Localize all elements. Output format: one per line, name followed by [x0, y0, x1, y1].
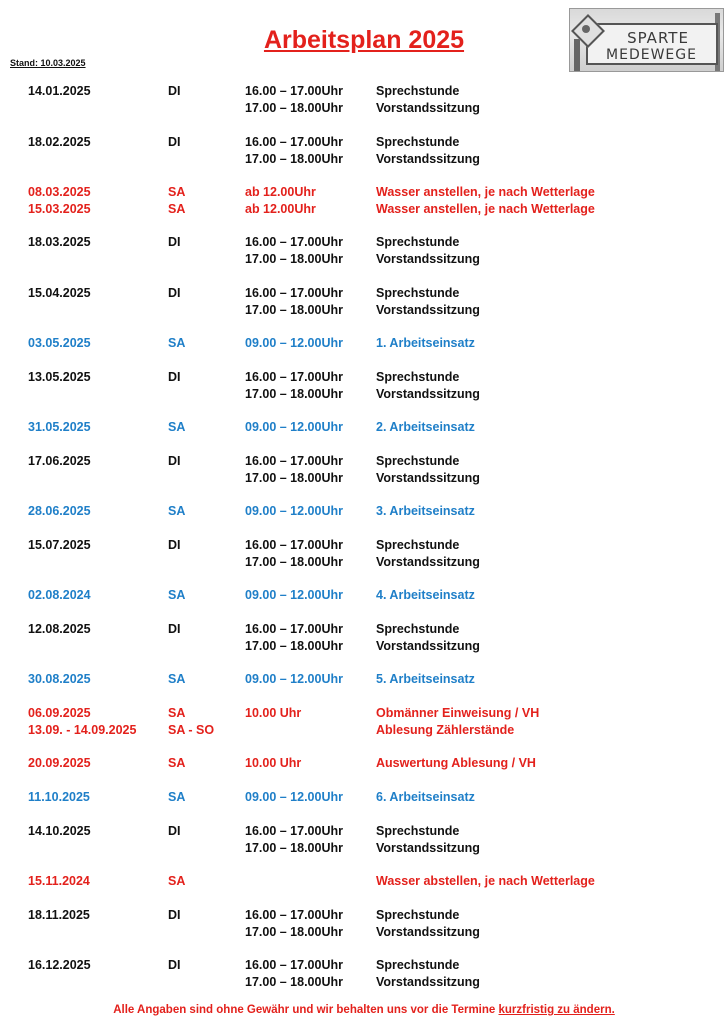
row-day: SA - SO — [168, 723, 215, 737]
row-description: Sprechstunde — [376, 908, 460, 922]
row-day: SA — [168, 756, 186, 770]
schedule-row — [0, 454, 728, 471]
row-date: 02.08.2024 — [28, 588, 91, 602]
row-day: SA — [168, 202, 186, 216]
row-description: Vorstandssitzung — [376, 152, 480, 166]
row-description: Sprechstunde — [376, 958, 460, 972]
schedule-row — [0, 555, 728, 572]
row-description: Obmänner Einweisung / VH — [376, 706, 540, 720]
schedule-row — [0, 622, 728, 639]
row-day: DI — [168, 370, 181, 384]
row-day: DI — [168, 538, 181, 552]
row-time: 16.00 – 17.00Uhr — [245, 235, 343, 249]
schedule-row — [0, 588, 728, 605]
row-description: Sprechstunde — [376, 824, 460, 838]
row-time: 17.00 – 18.00Uhr — [245, 841, 343, 855]
schedule-row — [0, 286, 728, 303]
row-time: 17.00 – 18.00Uhr — [245, 101, 343, 115]
disclaimer-underlined: kurzfristig zu ändern. — [498, 1004, 615, 1016]
row-day: SA — [168, 588, 186, 602]
row-time: 16.00 – 17.00Uhr — [245, 538, 343, 552]
row-date: 15.04.2025 — [28, 286, 91, 300]
row-time: 17.00 – 18.00Uhr — [245, 975, 343, 989]
row-day: DI — [168, 908, 181, 922]
row-time: 17.00 – 18.00Uhr — [245, 387, 343, 401]
row-description: Sprechstunde — [376, 538, 460, 552]
row-time: 16.00 – 17.00Uhr — [245, 454, 343, 468]
row-date: 12.08.2025 — [28, 622, 91, 636]
row-day: SA — [168, 420, 186, 434]
row-day: SA — [168, 874, 186, 888]
row-date: 28.06.2025 — [28, 504, 91, 518]
row-date: 17.06.2025 — [28, 454, 91, 468]
schedule-row — [0, 202, 728, 219]
row-description: Sprechstunde — [376, 235, 460, 249]
row-description: Sprechstunde — [376, 286, 460, 300]
row-time: 16.00 – 17.00Uhr — [245, 908, 343, 922]
row-description: Vorstandssitzung — [376, 925, 480, 939]
row-description: Auswertung Ablesung / VH — [376, 756, 536, 770]
schedule-row — [0, 135, 728, 152]
row-description: Sprechstunde — [376, 622, 460, 636]
row-day: SA — [168, 706, 186, 720]
schedule-row — [0, 420, 728, 437]
sparte-medewege-logo — [569, 8, 724, 72]
row-time: 09.00 – 12.00Uhr — [245, 588, 343, 602]
row-time: 16.00 – 17.00Uhr — [245, 958, 343, 972]
schedule-row — [0, 152, 728, 169]
schedule-row — [0, 958, 728, 975]
row-day: SA — [168, 672, 186, 686]
row-description: Vorstandssitzung — [376, 252, 480, 266]
row-time: 09.00 – 12.00Uhr — [245, 504, 343, 518]
row-date: 15.11.2024 — [28, 874, 90, 888]
row-day: SA — [168, 185, 186, 199]
row-date: 03.05.2025 — [28, 336, 91, 350]
row-time: 09.00 – 12.00Uhr — [245, 672, 343, 686]
row-date: 18.03.2025 — [28, 235, 91, 249]
row-date: 06.09.2025 — [28, 706, 91, 720]
row-day: DI — [168, 454, 181, 468]
schedule-row — [0, 303, 728, 320]
row-description: Wasser abstellen, je nach Wetterlage — [376, 874, 595, 888]
row-day: DI — [168, 235, 181, 249]
row-time: 09.00 – 12.00Uhr — [245, 420, 343, 434]
schedule-row — [0, 471, 728, 488]
row-time: 16.00 – 17.00Uhr — [245, 135, 343, 149]
schedule-row — [0, 538, 728, 555]
page-title: Arbeitsplan 2025 — [263, 26, 465, 54]
row-date: 11.10.2025 — [28, 790, 90, 804]
row-day: DI — [168, 824, 181, 838]
row-day: DI — [168, 622, 181, 636]
schedule-row — [0, 908, 728, 925]
schedule-row — [0, 235, 728, 252]
schedule-row — [0, 387, 728, 404]
row-time: 16.00 – 17.00Uhr — [245, 622, 343, 636]
schedule-row — [0, 672, 728, 689]
row-date: 18.02.2025 — [28, 135, 91, 149]
row-date: 30.08.2025 — [28, 672, 91, 686]
row-time: 17.00 – 18.00Uhr — [245, 639, 343, 653]
row-time: 17.00 – 18.00Uhr — [245, 925, 343, 939]
row-time: 09.00 – 12.00Uhr — [245, 336, 343, 350]
row-time: 16.00 – 17.00Uhr — [245, 370, 343, 384]
row-time: 16.00 – 17.00Uhr — [245, 286, 343, 300]
row-time: 10.00 Uhr — [245, 706, 302, 720]
row-description: Wasser anstellen, je nach Wetterlage — [376, 202, 595, 216]
schedule-row — [0, 84, 728, 101]
schedule-row — [0, 874, 728, 891]
row-date: 14.10.2025 — [28, 824, 91, 838]
row-description: Vorstandssitzung — [376, 303, 480, 317]
schedule-row — [0, 790, 728, 807]
row-description: Wasser anstellen, je nach Wetterlage — [376, 185, 595, 199]
row-day: DI — [168, 958, 181, 972]
row-time: 17.00 – 18.00Uhr — [245, 555, 343, 569]
row-date: 31.05.2025 — [28, 420, 91, 434]
emblem-dot-icon — [582, 25, 590, 33]
row-description: Vorstandssitzung — [376, 555, 480, 569]
row-description: 3. Arbeitseinsatz — [376, 504, 475, 518]
row-time: 17.00 – 18.00Uhr — [245, 303, 343, 317]
row-day: SA — [168, 504, 186, 518]
row-day: DI — [168, 84, 181, 98]
logo-line2: MEDEWEGE — [606, 47, 697, 63]
row-date: 13.05.2025 — [28, 370, 91, 384]
row-date: 15.07.2025 — [28, 538, 91, 552]
schedule-row — [0, 841, 728, 858]
row-description: Vorstandssitzung — [376, 471, 480, 485]
row-time: ab 12.00Uhr — [245, 185, 316, 199]
row-date: 14.01.2025 — [28, 84, 91, 98]
schedule-row — [0, 101, 728, 118]
row-day: DI — [168, 135, 181, 149]
row-time: ab 12.00Uhr — [245, 202, 316, 216]
row-time: 16.00 – 17.00Uhr — [245, 824, 343, 838]
row-date: 08.03.2025 — [28, 185, 91, 199]
row-day: SA — [168, 790, 186, 804]
row-description: 5. Arbeitseinsatz — [376, 672, 475, 686]
row-description: Sprechstunde — [376, 454, 460, 468]
schedule-row — [0, 824, 728, 841]
row-day: SA — [168, 336, 186, 350]
row-description: Vorstandssitzung — [376, 841, 480, 855]
sign-post — [574, 39, 580, 72]
schedule-row — [0, 504, 728, 521]
row-date: 18.11.2025 — [28, 908, 90, 922]
row-day: DI — [168, 286, 181, 300]
row-description: Vorstandssitzung — [376, 975, 480, 989]
row-description: Vorstandssitzung — [376, 639, 480, 653]
logo-line1: SPARTE — [627, 29, 689, 47]
row-description: Sprechstunde — [376, 370, 460, 384]
row-time: 17.00 – 18.00Uhr — [245, 252, 343, 266]
row-time: 16.00 – 17.00Uhr — [245, 84, 343, 98]
row-description: Ablesung Zählerstände — [376, 723, 515, 737]
row-time: 09.00 – 12.00Uhr — [245, 790, 343, 804]
row-description: Sprechstunde — [376, 135, 460, 149]
schedule-row — [0, 706, 728, 723]
schedule-row — [0, 370, 728, 387]
row-date: 13.09. - 14.09.2025 — [28, 723, 137, 737]
row-description: 1. Arbeitseinsatz — [376, 336, 475, 350]
schedule-row — [0, 639, 728, 656]
row-time: 17.00 – 18.00Uhr — [245, 471, 343, 485]
schedule-row — [0, 252, 728, 269]
row-description: Vorstandssitzung — [376, 387, 480, 401]
row-description: 6. Arbeitseinsatz — [376, 790, 475, 804]
schedule-row — [0, 756, 728, 773]
row-description: 2. Arbeitseinsatz — [376, 420, 475, 434]
row-description: Vorstandssitzung — [376, 101, 480, 115]
schedule-row — [0, 723, 728, 740]
row-time: 10.00 Uhr — [245, 756, 302, 770]
row-description: 4. Arbeitseinsatz — [376, 588, 475, 602]
disclaimer — [0, 1004, 728, 1016]
schedule-row — [0, 185, 728, 202]
row-date: 15.03.2025 — [28, 202, 91, 216]
row-date: 20.09.2025 — [28, 756, 91, 770]
row-time: 17.00 – 18.00Uhr — [245, 152, 343, 166]
disclaimer-text: Alle Angaben sind ohne Gewähr und wir behalten uns vor die Termine — [113, 1004, 499, 1016]
row-date: 16.12.2025 — [28, 958, 91, 972]
schedule-row — [0, 925, 728, 942]
schedule-row — [0, 336, 728, 353]
schedule-row — [0, 975, 728, 992]
row-description: Sprechstunde — [376, 84, 460, 98]
stand-date: Stand: 10.03.2025 — [10, 58, 86, 68]
